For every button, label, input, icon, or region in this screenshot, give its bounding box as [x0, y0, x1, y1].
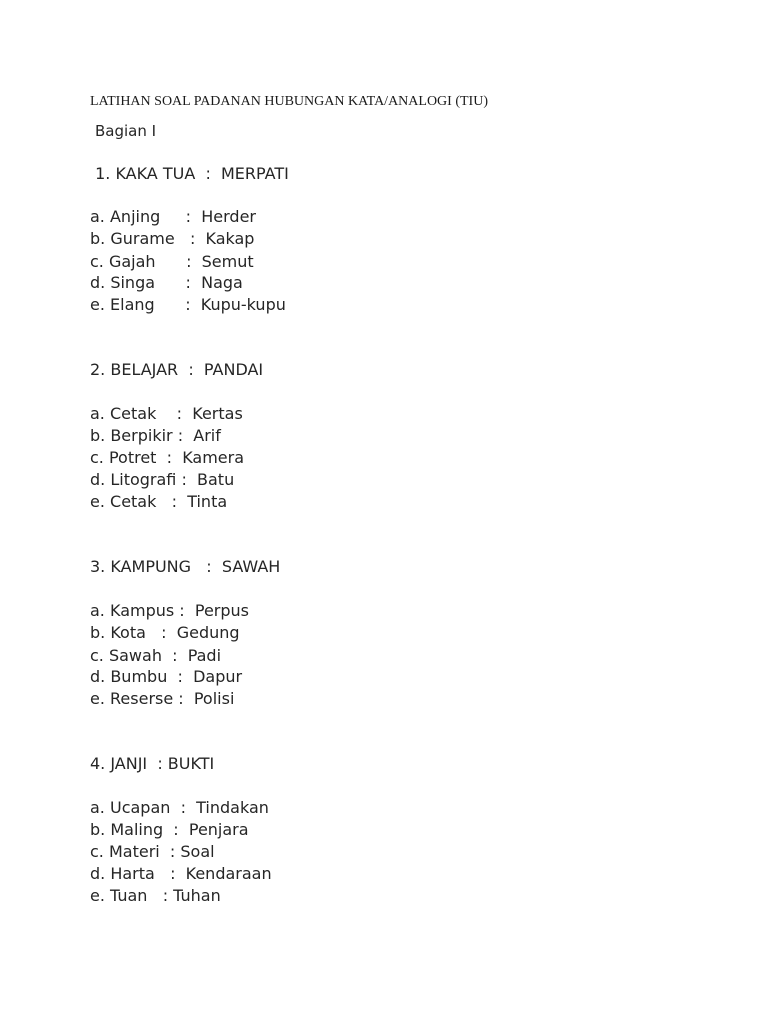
- question-4-option-e: e. Tuan : Tuhan: [90, 886, 221, 905]
- question-2-prompt: 2. BELAJAR : PANDAI: [90, 360, 264, 379]
- question-3-prompt: 3. KAMPUNG : SAWAH: [90, 557, 281, 576]
- question-4-prompt: 4. JANJI : BUKTI: [90, 754, 215, 773]
- question-1-option-a: a. Anjing : Herder: [90, 207, 256, 226]
- question-3-option-d: d. Bumbu : Dapur: [90, 667, 243, 686]
- question-2-option-b: b. Berpikir : Arif: [90, 426, 221, 445]
- question-1-prompt: 1. KAKA TUA : MERPATI: [90, 164, 289, 183]
- question-4-option-d: d. Harta : Kendaraan: [90, 864, 272, 883]
- question-4-option-c: c. Materi : Soal: [90, 842, 215, 861]
- question-1-option-d: d. Singa : Naga: [90, 273, 243, 292]
- question-3-option-c: c. Sawah : Padi: [90, 646, 222, 665]
- question-1-option-b: b. Gurame : Kakap: [90, 229, 255, 248]
- question-2-option-a: a. Cetak : Kertas: [90, 404, 243, 423]
- question-3-option-e: e. Reserse : Polisi: [90, 689, 235, 708]
- question-2-option-e: e. Cetak : Tinta: [90, 492, 228, 511]
- question-1-option-c: c. Gajah : Semut: [90, 252, 254, 271]
- question-1-option-e: e. Elang : Kupu-kupu: [90, 295, 286, 314]
- question-4-option-b: b. Maling : Penjara: [90, 820, 249, 839]
- question-3-option-a: a. Kampus : Perpus: [90, 601, 249, 620]
- question-2-option-d: d. Litografi : Batu: [90, 470, 235, 489]
- section-label: Bagian I: [95, 122, 157, 140]
- document-title: LATIHAN SOAL PADANAN HUBUNGAN KATA/ANALOGI (TIU): [90, 94, 488, 109]
- question-4-option-a: a. Ucapan : Tindakan: [90, 798, 269, 817]
- question-2-option-c: c. Potret : Kamera: [90, 448, 245, 467]
- question-3-option-b: b. Kota : Gedung: [90, 623, 240, 642]
